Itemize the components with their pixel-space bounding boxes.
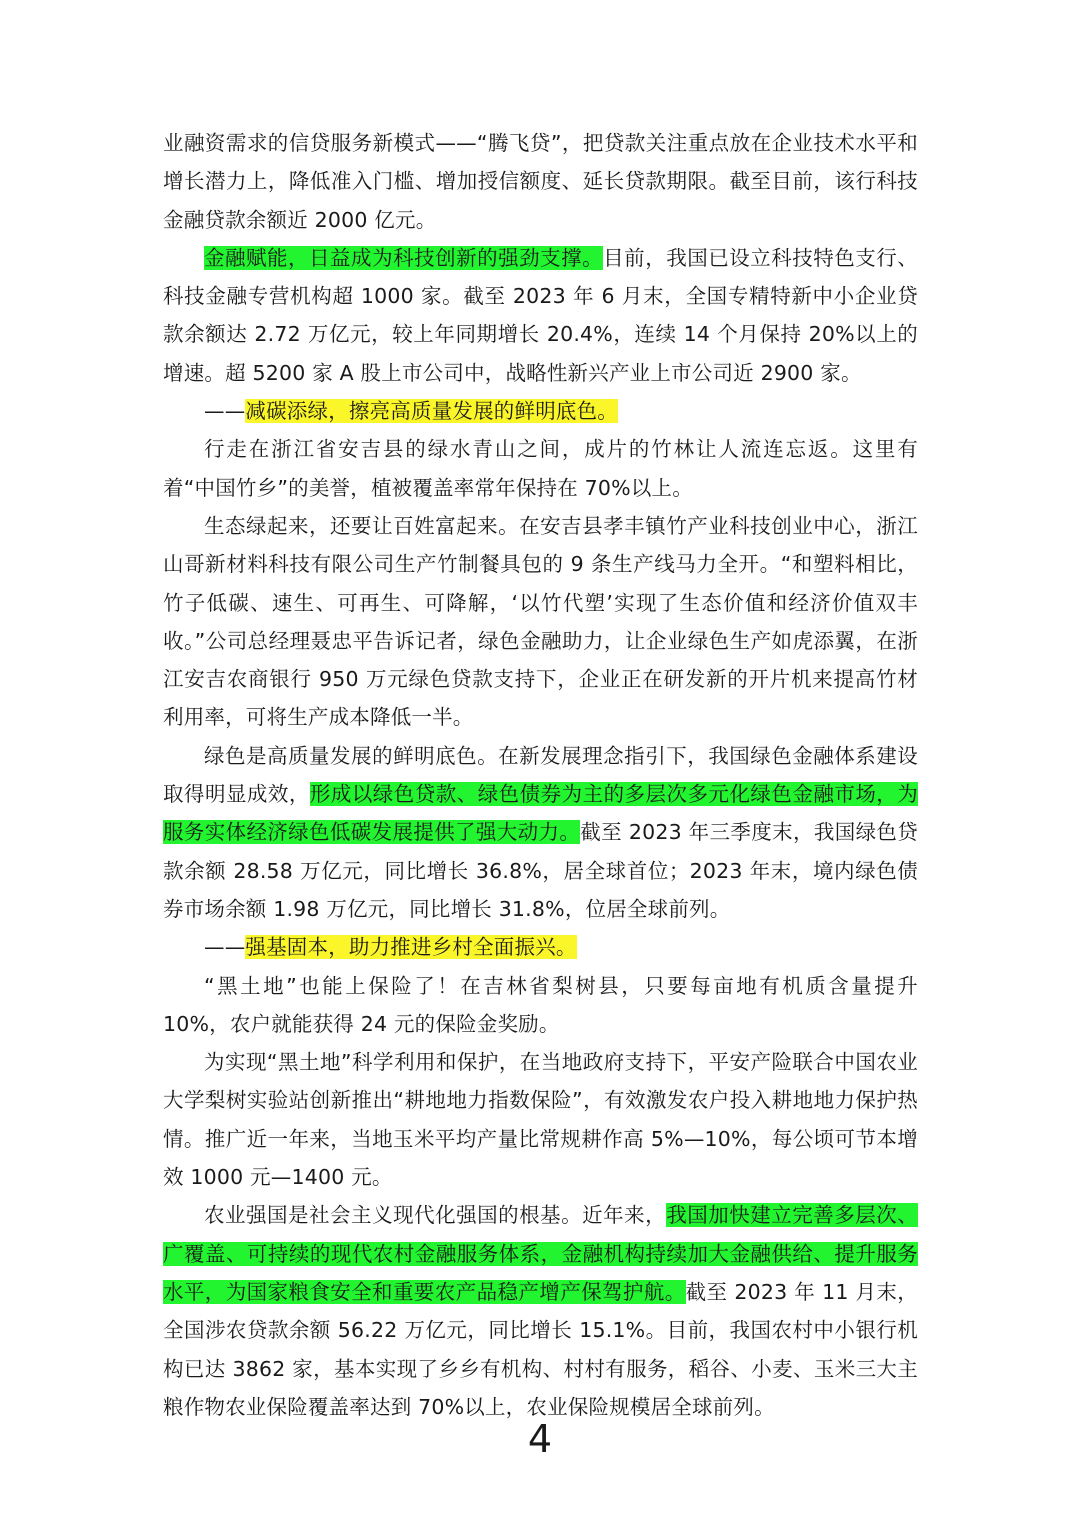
text-run: 绿色是高质量发展的鲜明底色。在新发展理念指引下，我国绿色金融体系建设取得明显成效， (163, 743, 918, 807)
paragraph-9 (163, 1043, 918, 1196)
article-body (163, 124, 918, 1426)
highlighted-text-green: 我国加快建立完善多层次、广覆盖、可持续的现代农村金融服务体系，金融机构持续加大金融供给、提升服务水平，为国家粮食安全和重要农产品稳产增产保驾护航。 (163, 1203, 918, 1304)
text-run: 截至 2023 年三季度末，我国绿色贷款余额 28.58 万亿元，同比增长 36.8%，居全球首位；2023 年末，境内绿色债券市场余额 1.98 万亿元，同比增长 31.8%，位居全球前列。 (163, 820, 918, 921)
section-heading-carbon (163, 392, 918, 430)
text-run: 农业强国是社会主义现代化强国的根基。近年来， (204, 1203, 667, 1228)
text-run: 业融资需求的信贷服务新模式——“腾飞贷”，把贷款关注重点放在企业技术水平和增长潜力上，降低准入门槛、增加授信额度、延长贷款期限。截至目前，该行科技金融贷款余额近 2000 亿元。 (163, 131, 918, 232)
section-heading-rural (163, 928, 918, 966)
text-run: 为实现“黑土地”科学利用和保护，在当地政府支持下，平安产险联合中国农业大学梨树实验站创新推出“耕地地力指数保险”，有效激发农户投入耕地地力保护热情。推广近一年来，当地玉米平均产量比常规耕作高 5%—10%，每公顷可节本增效 1000 元—1400 元。 (163, 1050, 918, 1190)
highlighted-text-green: 金融赋能，日益成为科技创新的强劲支撑。 (204, 245, 604, 270)
highlighted-text-yellow: 减碳添绿，擦亮高质量发展的鲜明底色。 (245, 399, 619, 424)
paragraph-4 (163, 430, 918, 507)
highlighted-text-green: 形成以绿色贷款、绿色债券为主的多层次多元化绿色金融市场，为服务实体经济绿色低碳发展提供了强大动力。 (163, 782, 918, 845)
text-run: 截至 2023 年 11 月末，全国涉农贷款余额 56.22 万亿元，同比增长 15.1%。目前，我国农村中小银行机构已达 3862 家，基本实现了乡乡有机构、村村有服务，稻谷、小麦、玉米三大主粮作物农业保险覆盖率达到 70%以上，农业保险规模居全球前列。 (163, 1279, 918, 1419)
text-run: 生态绿起来，还要让百姓富起来。在安吉县孝丰镇竹产业科技创业中心，浙江山哥新材料科技有限公司生产竹制餐具包的 9 条生产线马力全开。“和塑料相比，竹子低碳、速生、可再生、可降解，‘以竹代塑’实现了生态价值和经济价值双丰收。”公司总经理聂忠平告诉记者，绿色金融助力，让企业绿色生产如虎添翼，在浙江安吉农商银行 950 万元绿色贷款支持下，企业正在研发新的开片机来提高竹材利用率，可将生产成本降低一半。 (163, 513, 918, 730)
paragraph-8 (163, 967, 918, 1044)
paragraph-1 (163, 124, 918, 239)
text-run: 目前，我国已设立科技特色支行、科技金融专营机构超 1000 家。截至 2023 年 6 月末，全国专精特新中小企业贷款余额达 2.72 万亿元，较上年同期增长 20.4%，连续 14 个月保持 20%以上的增速。超 5200 家 A 股上市公司中，战略性新兴产业上市公司近 2900 家。 (163, 245, 918, 385)
dash-prefix: —— (204, 399, 246, 424)
text-run: “黑土地”也能上保险了！在吉林省梨树县，只要每亩地有机质含量提升 10%，农户就能获得 24 元的保险金奖励。 (163, 973, 918, 1036)
paragraph-5 (163, 507, 918, 737)
paragraph-2 (163, 239, 918, 392)
page-number: 4 (527, 1417, 553, 1461)
paragraph-10 (163, 1196, 918, 1426)
paragraph-6 (163, 737, 918, 928)
text-run: 行走在浙江省安吉县的绿水青山之间，成片的竹林让人流连忘返。这里有着“中国竹乡”的美誉，植被覆盖率常年保持在 70%以上。 (163, 437, 918, 500)
highlighted-text-yellow: 强基固本，助力推进乡村全面振兴。 (245, 935, 577, 960)
dash-prefix: —— (204, 935, 246, 960)
